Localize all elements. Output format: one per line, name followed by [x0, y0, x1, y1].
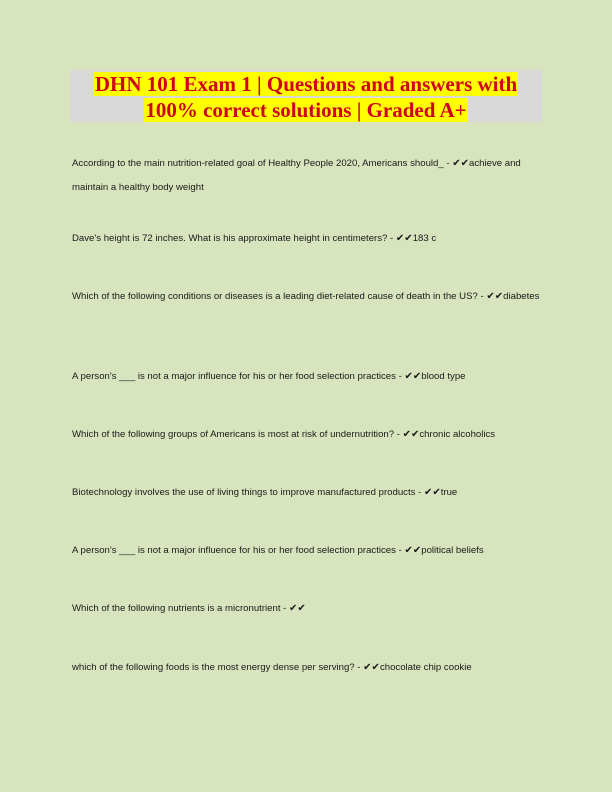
check-mark-icon: ✔✔	[423, 487, 441, 498]
answer-text: chronic alcoholics	[419, 429, 496, 440]
check-mark-icon: ✔✔	[452, 158, 470, 169]
check-mark-icon: ✔✔	[402, 429, 420, 440]
qa-item-3	[72, 285, 542, 309]
answer-text: blood type	[421, 371, 466, 382]
check-mark-icon: ✔✔	[363, 662, 380, 673]
title-line-2: 100% correct solutions | Graded A+	[145, 98, 467, 122]
answer-text: 183 c	[412, 233, 437, 244]
question-text: Which of the following nutrients is a micronutrient -	[72, 603, 290, 614]
qa-item-1	[72, 152, 542, 200]
answer-text: achieve and maintain a healthy body weight	[72, 158, 521, 193]
question-text: Which of the following conditions or diseases is a leading diet-related cause of death in the US? -	[72, 291, 487, 302]
qa-item-6	[72, 481, 542, 505]
answer-text: political beliefs	[421, 545, 484, 556]
qa-item-4	[72, 365, 542, 389]
check-mark-icon: ✔✔	[404, 545, 422, 556]
document-title	[70, 71, 542, 123]
qa-item-2	[72, 227, 542, 251]
qa-item-7	[72, 539, 542, 563]
answer-text: diabetes	[503, 291, 540, 302]
check-mark-icon: ✔✔	[486, 291, 504, 302]
answer-text: chocolate chip cookie	[379, 662, 472, 673]
question-text: According to the main nutrition-related goal of Healthy People 2020, Americans should_ -	[72, 158, 453, 169]
question-text: A person's ___ is not a major influence for his or her food selection practices -	[72, 371, 405, 382]
answer-text: true	[440, 487, 458, 498]
question-text: Which of the following groups of Americans is most at risk of undernutrition? -	[72, 429, 403, 440]
question-text: which of the following foods is the most energy dense per serving? -	[72, 662, 364, 673]
question-text: A person's ___ is not a major influence for his or her food selection practices -	[72, 545, 405, 556]
question-text: Biotechnology involves the use of living things to improve manufactured products -	[72, 487, 424, 498]
question-text: Dave's height is 72 inches. What is his approximate height in centimeters? -	[72, 233, 396, 244]
check-mark-icon: ✔✔	[404, 371, 422, 382]
title-line-1: DHN 101 Exam 1 | Questions and answers with	[94, 72, 518, 96]
qa-item-8	[72, 597, 542, 621]
check-mark-icon: ✔✔	[289, 603, 306, 614]
qa-item-9	[72, 656, 542, 680]
qa-item-5	[72, 423, 542, 447]
check-mark-icon: ✔✔	[395, 233, 413, 244]
